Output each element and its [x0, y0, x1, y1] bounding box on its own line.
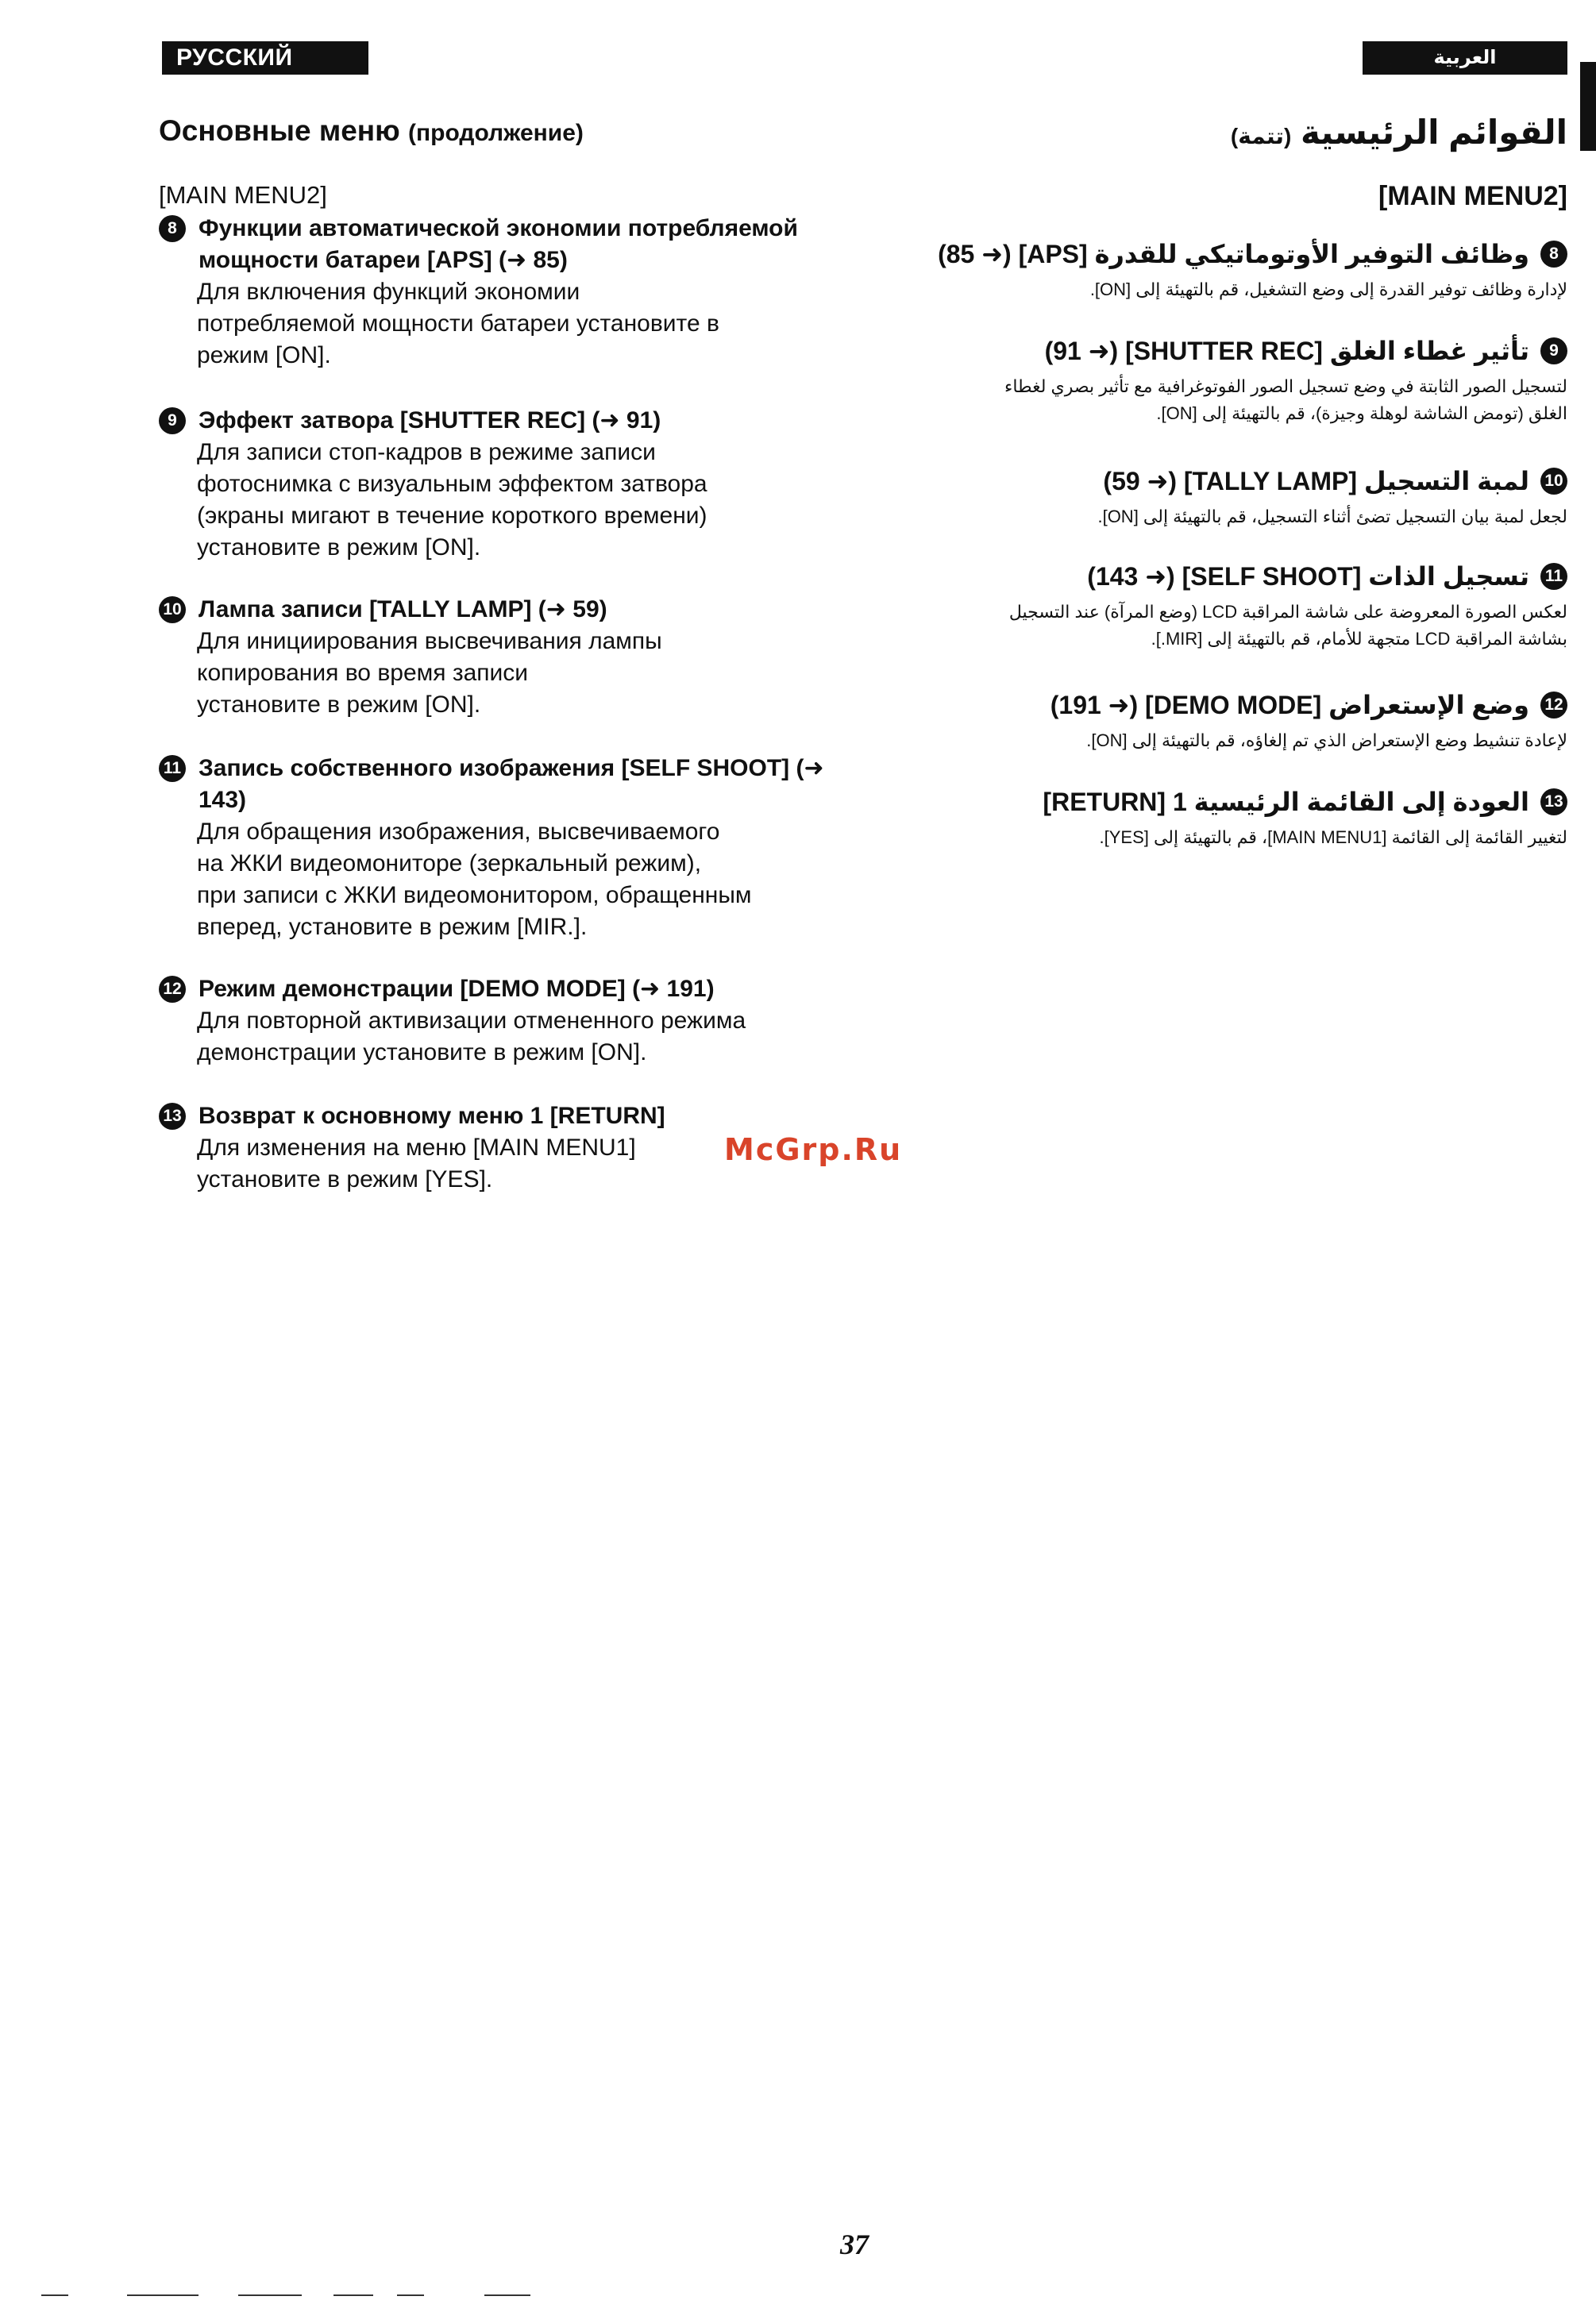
- ar-item-heading: العودة إلى القائمة الرئيسية 1 [RETURN]: [1043, 788, 1529, 816]
- ar-item-text: لجعل لمبة بيان التسجيل تضئ أثناء التسجيل، قم بالتهيئة إلى [ON].: [1097, 507, 1567, 526]
- ar-item-text: لإدارة وظائف توفير القدرة إلى وضع التشغيل، قم بالتهيئة إلى [ON].: [1089, 279, 1567, 299]
- ru-item-heading: Режим демонстрации [DEMO MODE] (➜ 191): [199, 976, 715, 1002]
- ru-item-text: Для инициирования высвечивания лампы копирования во время записи установите в режим [ON].: [197, 628, 662, 718]
- ru-item-self-shoot: [159, 753, 858, 943]
- number-badge-icon: 9: [1540, 337, 1567, 364]
- ru-item-text: Для повторной активизации отмененного режима демонстрации установите в режим [ON].: [197, 1008, 746, 1065]
- ar-item-heading: لمبة التسجيل [TALLY LAMP] (➜ 59): [1103, 467, 1529, 495]
- ru-item-text: Для обращения изображения, высвечиваемого на ЖКИ видеомониторе (зеркальный режим), при записи с ЖКИ видеомонитором, обращенным вперед, установите в режим [MIR.].: [197, 819, 752, 940]
- ru-item-heading: Запись собственного изображения [SELF SHOOT] (➜ 143): [199, 755, 824, 813]
- ar-item-heading: تأثير غطاء الغلق [SHUTTER REC] (➜ 91): [1044, 337, 1529, 365]
- ar-item-demo-mode: [932, 688, 1567, 754]
- number-badge-icon: 10: [159, 596, 186, 623]
- ru-language-tab: РУССКИЙ ЯЗЫК: [162, 41, 368, 75]
- ar-menu-label: [MAIN MENU2]: [1378, 181, 1567, 211]
- ru-item-tally-lamp: [159, 594, 858, 721]
- ru-title-main: Основные меню: [159, 114, 400, 147]
- number-badge-icon: 9: [159, 407, 186, 434]
- ar-item-text: لعكس الصورة المعروضة على شاشة المراقبة LCD (وضع المرآة) عند التسجيل بشاشة المراقبة LCD متجهة للأمام، قم بالتهيئة إلى [MIR.].: [1008, 602, 1567, 649]
- ar-item-tally-lamp: [932, 464, 1567, 530]
- ru-item-heading: Функции автоматической экономии потребляемой мощности батареи [APS] (➜ 85): [199, 215, 798, 273]
- number-badge-icon: 13: [1540, 788, 1567, 815]
- page-number: 37: [840, 2229, 869, 2260]
- page-edge-marker: [1580, 62, 1596, 151]
- ar-item-self-shoot: [932, 559, 1567, 653]
- number-badge-icon: 12: [159, 976, 186, 1003]
- ar-item-heading: وظائف التوفير الأوتوماتيكي للقدرة [APS] (➜ 85): [938, 240, 1529, 268]
- number-badge-icon: 8: [1540, 241, 1567, 268]
- ru-item-text: Для включения функций экономии потребляемой мощности батареи установите в режим [ON].: [197, 279, 719, 368]
- footer-rule: [484, 2294, 530, 2296]
- ar-title-sub: (تتمة): [1230, 124, 1292, 148]
- ar-section-title: [1231, 113, 1567, 152]
- ar-item-shutter-rec: [932, 333, 1567, 427]
- number-badge-icon: 13: [159, 1103, 186, 1130]
- footer-rule: [238, 2294, 302, 2296]
- footer-rule: [127, 2294, 199, 2296]
- ru-item-text: Для изменения на меню [MAIN MENU1] установите в режим [YES].: [197, 1135, 636, 1192]
- ru-title-sub: (продолжение): [408, 120, 584, 146]
- ru-section-title: [159, 114, 584, 148]
- ru-item-heading: Лампа записи [TALLY LAMP] (➜ 59): [199, 596, 607, 622]
- number-badge-icon: 11: [159, 755, 186, 782]
- ru-menu-label: [MAIN MENU2]: [159, 181, 327, 209]
- number-badge-icon: 11: [1540, 563, 1567, 590]
- ar-item-text: لتسجيل الصور الثابتة في وضع تسجيل الصور الفوتوغرافية مع تأثير بصري لغطاء الغلق (تومض الشاشة لوهلة وجيزة)، قم بالتهيئة إلى [ON].: [1004, 376, 1567, 423]
- ar-title-main: القوائم الرئيسية: [1300, 114, 1567, 151]
- ar-item-heading: وضع الإستعراض [DEMO MODE] (➜ 191): [1050, 691, 1529, 719]
- watermark: McGrp.Ru: [724, 1132, 903, 1167]
- ru-item-demo-mode: [159, 973, 858, 1069]
- footer-rule: [397, 2294, 424, 2296]
- ru-item-heading: Возврат к основному меню 1 [RETURN]: [199, 1103, 665, 1129]
- number-badge-icon: 8: [159, 215, 186, 242]
- ar-item-text: لإعادة تنشيط وضع الإستعراض الذي تم إلغاؤه، قم بالتهيئة إلى [ON].: [1086, 730, 1567, 750]
- footer-rule: [333, 2294, 373, 2296]
- ru-item-shutter-rec: [159, 405, 858, 564]
- footer-rule: [41, 2294, 68, 2296]
- number-badge-icon: 10: [1540, 468, 1567, 495]
- ar-item-heading: تسجيل الذات [SELF SHOOT] (➜ 143): [1087, 562, 1529, 591]
- ru-item-heading: Эффект затвора [SHUTTER REC] (➜ 91): [199, 407, 661, 433]
- ar-item-text: لتغيير القائمة إلى القائمة [MAIN MENU1]، قم بالتهيئة إلى [YES].: [1099, 827, 1567, 847]
- ru-item-aps: [159, 213, 858, 372]
- ar-item-return: [932, 784, 1567, 851]
- ar-item-aps: [932, 237, 1567, 303]
- number-badge-icon: 12: [1540, 692, 1567, 719]
- ru-item-text: Для записи стоп-кадров в режиме записи фотоснимка с визуальным эффектом затвора (экраны мигают в течение короткого времени) установите в режим [ON].: [197, 439, 707, 561]
- ar-language-tab: العربية: [1363, 41, 1567, 75]
